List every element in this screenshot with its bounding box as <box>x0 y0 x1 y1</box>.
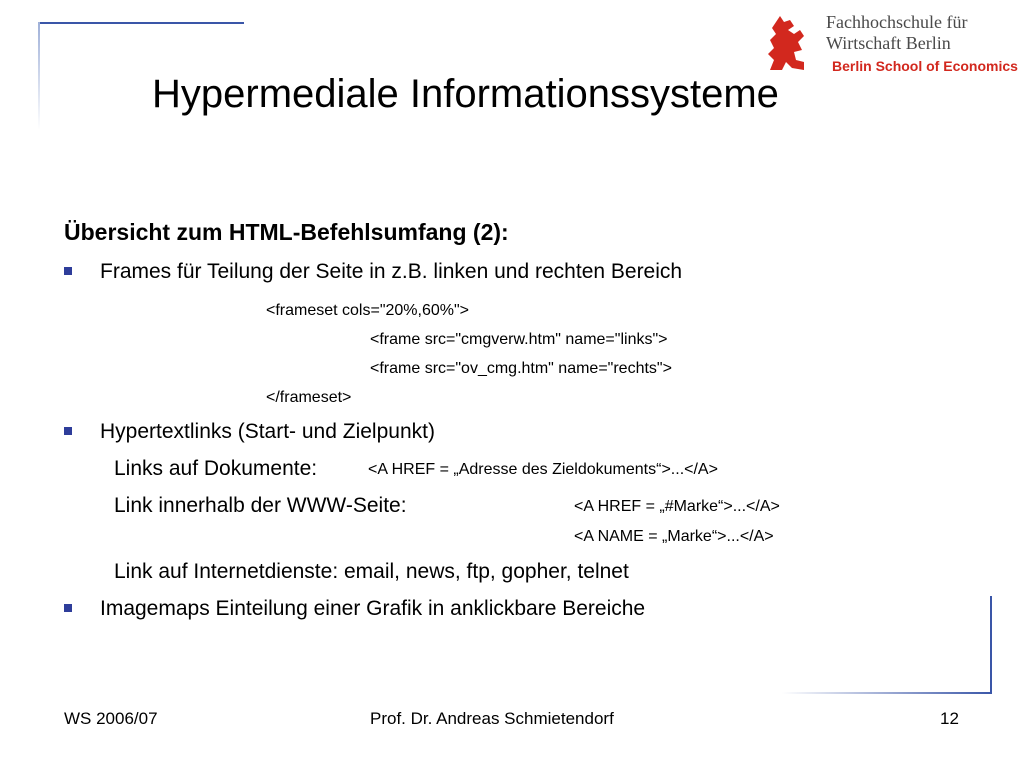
page-title: Hypermediale Informationssysteme <box>152 72 779 116</box>
top-rule <box>38 22 244 24</box>
section-heading: Übersicht zum HTML-Befehlsumfang (2): <box>64 219 509 245</box>
footer-author: Prof. Dr. Andreas Schmietendorf <box>370 709 614 728</box>
code-frameset-close: </frameset> <box>266 389 352 406</box>
bullet-icon <box>64 427 72 435</box>
right-rule <box>990 596 992 694</box>
footer-page-number: 12 <box>940 709 959 728</box>
link-inner-code-href: <A HREF = „#Marke“>...</A> <box>574 498 780 515</box>
logo <box>760 12 820 74</box>
bullet-imagemaps: Imagemaps Einteilung einer Grafik in anklickbare Bereiche <box>100 597 646 620</box>
left-fade-rule <box>38 22 40 130</box>
logo-line-3: Berlin School of Economics <box>832 58 1018 74</box>
link-services: Link auf Internetdienste: email, news, ftp, gopher, telnet <box>114 560 629 583</box>
bottom-rule <box>782 692 992 694</box>
bear-logo-icon <box>760 12 820 74</box>
logo-line-2: Wirtschaft Berlin <box>826 33 951 53</box>
bullet-frames: Frames für Teilung der Seite in z.B. linken und rechten Bereich <box>100 260 683 283</box>
code-frame-rechts: <frame src="ov_cmg.htm" name="rechts"> <box>370 360 672 377</box>
link-inner-label: Link innerhalb der WWW-Seite: <box>114 494 407 517</box>
logo-text <box>826 12 967 54</box>
footer-semester: WS 2006/07 <box>64 709 158 728</box>
bullet-icon <box>64 267 72 275</box>
bullet-icon <box>64 604 72 612</box>
link-inner-code-name: <A NAME = „Marke“>...</A> <box>574 528 774 545</box>
links-doc-label: Links auf Dokumente: <box>114 457 318 480</box>
logo-line-1: Fachhochschule für <box>826 12 968 32</box>
code-frameset-open: <frameset cols="20%,60%"> <box>266 302 470 319</box>
code-frame-links: <frame src="cmgverw.htm" name="links"> <box>370 331 668 348</box>
bullet-hypertextlinks: Hypertextlinks (Start- und Zielpunkt) <box>100 420 435 443</box>
links-doc-code: <A HREF = „Adresse des Zieldokuments“>...</A> <box>368 461 718 478</box>
